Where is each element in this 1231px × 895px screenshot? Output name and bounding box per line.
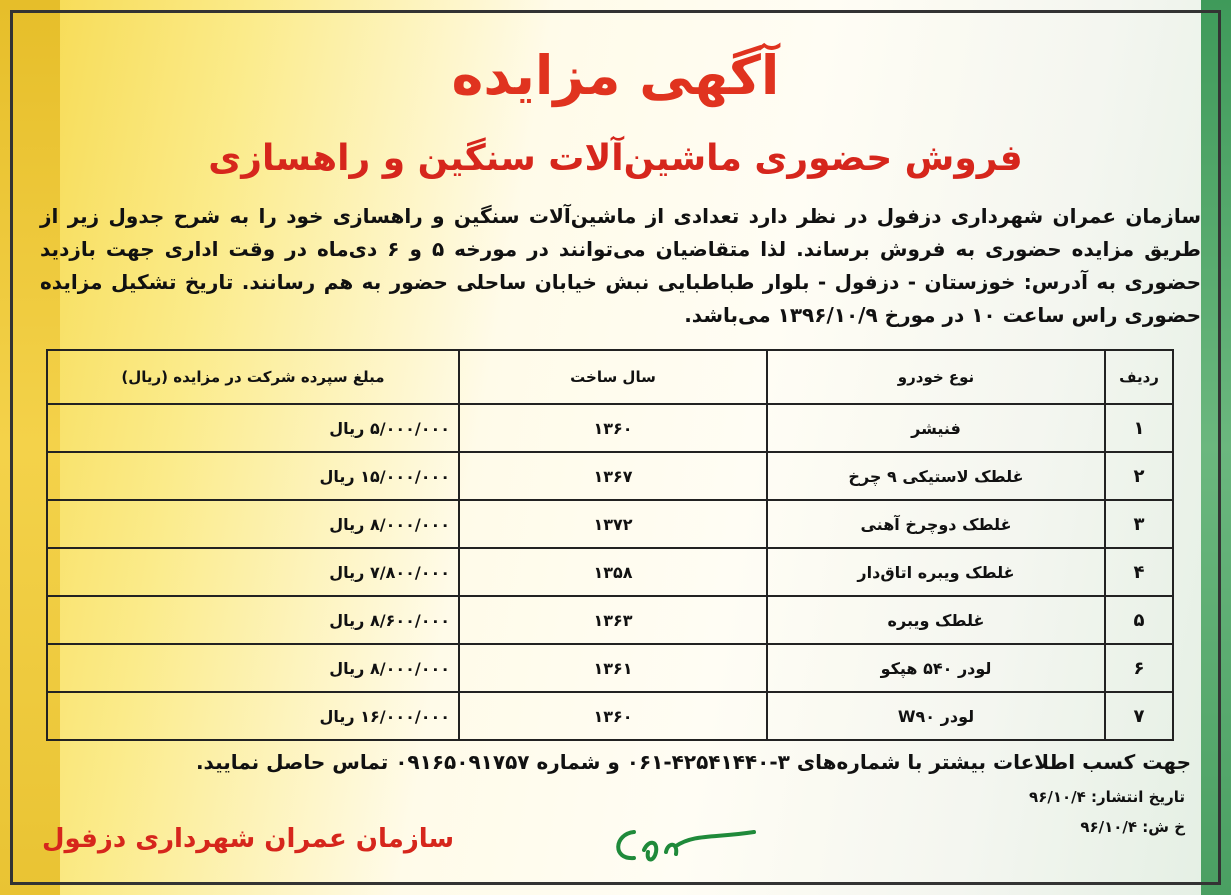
year: ۱۳۷۲ (459, 500, 767, 548)
header-year: سال ساخت (459, 350, 767, 404)
year: ۱۳۶۷ (459, 452, 767, 500)
auction-table (46, 349, 1174, 741)
vehicle-type: لودر ۵۴۰ هپکو (767, 644, 1105, 692)
table-header-row (47, 350, 1173, 404)
row-number: ۷ (1105, 692, 1173, 740)
row-number: ۴ (1105, 548, 1173, 596)
table-row (47, 644, 1173, 692)
table-row (47, 596, 1173, 644)
contact-info: جهت کسب اطلاعات بیشتر با شماره‌های ۳-۴۲۵۴۱۴۴۰-۰۶۱ و شماره ۰۹۱۶۵۰۹۱۷۵۷ تماس حاصل نمایید. (195, 750, 1191, 774)
row-number: ۱ (1105, 404, 1173, 452)
year: ۱۳۶۳ (459, 596, 767, 644)
table-row (47, 692, 1173, 740)
row-number: ۳ (1105, 500, 1173, 548)
organization-name: سازمان عمران شهرداری دزفول (42, 824, 455, 854)
notice-body: سازمان عمران شهرداری دزفول در نظر دارد تعدادی از ماشین‌آلات سنگین و راهسازی خود را به شرح جدول زیر از طریق مزایده حضوری به فروش برساند. لذا متقاضیان می‌توانند در مورخه ۵ و ۶ دی‌ماه در وقت اداری جهت بازدید حضوری به آدرس: خوزستان - دزفول - بلوار طباطبایی نبش خیابان ساحلی حضور به هم رسانند. تاریخ تشکیل مزایده حضوری راس ساعت ۱۰ در مورخ ۱۳۹۶/۱۰/۹ می‌باشد. (40, 204, 1202, 327)
year: ۱۳۵۸ (459, 548, 767, 596)
deposit: ۸/۰۰۰/۰۰۰ ریال (47, 644, 459, 692)
table-row (47, 548, 1173, 596)
publication-date: تاریخ انتشار: ۹۶/۱۰/۴ (1029, 788, 1185, 806)
header-deposit: مبلغ سپرده شرکت در مزایده (ریال) (47, 350, 459, 404)
row-number: ۶ (1105, 644, 1173, 692)
vehicle-type: لودر W۹۰ (767, 692, 1105, 740)
table-row (47, 452, 1173, 500)
row-number: ۲ (1105, 452, 1173, 500)
vehicle-type: غلطک دوچرخ آهنی (767, 500, 1105, 548)
table-row (47, 500, 1173, 548)
deposit: ۱۶/۰۰۰/۰۰۰ ریال (47, 692, 459, 740)
row-number: ۵ (1105, 596, 1173, 644)
vehicle-type: فنیشر (767, 404, 1105, 452)
table-row (47, 404, 1173, 452)
notice-title: آگهی مزایده (451, 44, 780, 107)
year: ۱۳۶۰ (459, 692, 767, 740)
deposit: ۸/۶۰۰/۰۰۰ ریال (47, 596, 459, 644)
deposit: ۷/۸۰۰/۰۰۰ ریال (47, 548, 459, 596)
deposit: ۸/۰۰۰/۰۰۰ ریال (47, 500, 459, 548)
year: ۱۳۶۱ (459, 644, 767, 692)
kh-sh-date: خ ش: ۹۶/۱۰/۴ (1080, 818, 1185, 836)
header-vehicle-type: نوع خودرو (767, 350, 1105, 404)
year: ۱۳۶۰ (459, 404, 767, 452)
vehicle-type: غلطک لاستیکی ۹ چرخ (767, 452, 1105, 500)
deposit: ۵/۰۰۰/۰۰۰ ریال (47, 404, 459, 452)
notice-subtitle: فروش حضوری ماشین‌آلات سنگین و راهسازی (208, 138, 1023, 179)
header-row-number: ردیف (1105, 350, 1173, 404)
deposit: ۱۵/۰۰۰/۰۰۰ ریال (47, 452, 459, 500)
vehicle-type: غلطک ویبره (767, 596, 1105, 644)
vehicle-type: غلطک ویبره اتاق‌دار (767, 548, 1105, 596)
handwritten-signature (604, 812, 764, 872)
